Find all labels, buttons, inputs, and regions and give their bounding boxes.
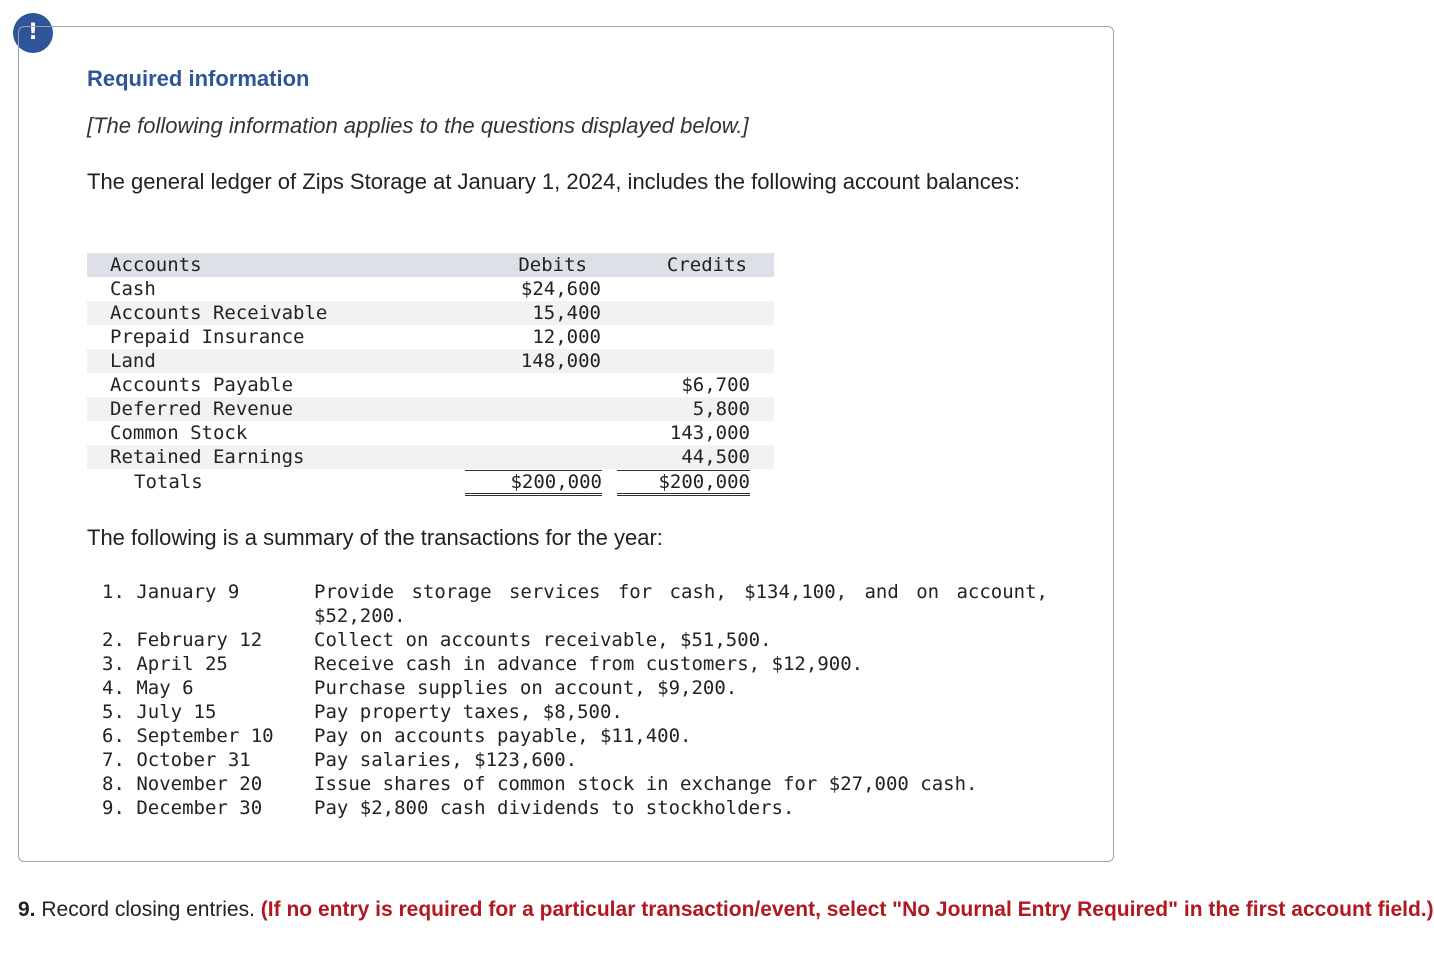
ledger-row [87,445,774,469]
transaction-date: 4. May 6 [102,677,194,699]
transaction-date: 6. September 10 [102,725,274,747]
transaction-date: 2. February 12 [102,629,263,651]
intro-paragraph: The general ledger of Zips Storage at January 1, 2024, includes the following account balances: [87,169,1021,194]
ledger-account: Cash [110,278,156,300]
ledger-table [87,253,774,495]
ledger-credit: 143,000 [669,422,750,444]
header-debits: Debits [518,254,587,276]
transaction-list [102,580,1062,820]
ledger-account: Retained Earnings [110,446,305,468]
transaction-description: Pay $2,800 cash dividends to stockholders. [314,797,795,819]
transaction-description: Provide storage services for cash, $134,100, and on account, $52,200. [314,581,1048,627]
transaction-date: 7. October 31 [102,749,251,771]
required-info-heading: Required information [87,66,310,91]
transaction-description: Issue shares of common stock in exchange for $27,000 cash. [314,773,978,795]
list-item [102,772,1062,796]
list-item [102,796,1062,820]
ledger-debit: 148,000 [520,350,601,372]
transaction-date: 8. November 20 [102,773,263,795]
transaction-description: Pay property taxes, $8,500. [314,701,623,723]
summary-intro: The following is a summary of the transactions for the year: [87,525,663,550]
ledger-row [87,397,774,421]
transaction-description: Pay salaries, $123,600. [314,749,578,771]
list-item [102,628,1062,652]
transaction-description: Collect on accounts receivable, $51,500. [314,629,772,651]
ledger-row [87,349,774,373]
header-accounts: Accounts [110,254,202,276]
ledger-credit: $6,700 [681,374,750,396]
transaction-date: 3. April 25 [102,653,228,675]
ledger-account: Accounts Payable [110,374,294,396]
list-item [102,652,1062,676]
totals-label: Totals [134,471,203,493]
ledger-debit: 15,400 [532,302,601,324]
transaction-date: 5. July 15 [102,701,217,723]
transaction-date: 9. December 30 [102,797,263,819]
info-subnote: [The following information applies to the questions displayed below.] [87,113,749,138]
alert-icon: ! [13,13,53,53]
ledger-account: Accounts Receivable [110,302,328,324]
list-item [102,700,1062,724]
ledger-row [87,373,774,397]
transaction-description: Pay on accounts payable, $11,400. [314,725,692,747]
question-prompt [18,896,1434,924]
ledger-debit: 12,000 [532,326,601,348]
question-text: Record closing entries. [35,898,261,921]
transaction-description: Receive cash in advance from customers, $12,900. [314,653,864,675]
ledger-row [87,325,774,349]
transaction-description: Purchase supplies on account, $9,200. [314,677,738,699]
ledger-row [87,301,774,325]
ledger-row [87,421,774,445]
list-item [102,676,1062,700]
ledger-credit: 5,800 [692,398,750,420]
ledger-row [87,277,774,301]
transaction-date: 1. January 9 [102,581,240,603]
list-item [102,748,1062,772]
total-debits: $200,000 [465,470,602,496]
ledger-account: Land [110,350,156,372]
ledger-debit: $24,600 [520,278,601,300]
header-credits: Credits [666,254,747,276]
ledger-credit: 44,500 [681,446,750,468]
total-credits: $200,000 [617,470,750,496]
ledger-account: Prepaid Insurance [110,326,305,348]
ledger-account: Common Stock [110,422,248,444]
question-instruction: (If no entry is required for a particular transaction/event, select "No Journal Entry Required" in the first account field.) [260,898,1434,921]
ledger-header-row [87,253,774,277]
list-item [102,580,1062,628]
list-item [102,724,1062,748]
ledger-account: Deferred Revenue [110,398,294,420]
question-number: 9. [18,898,36,921]
ledger-totals-row [87,469,774,495]
